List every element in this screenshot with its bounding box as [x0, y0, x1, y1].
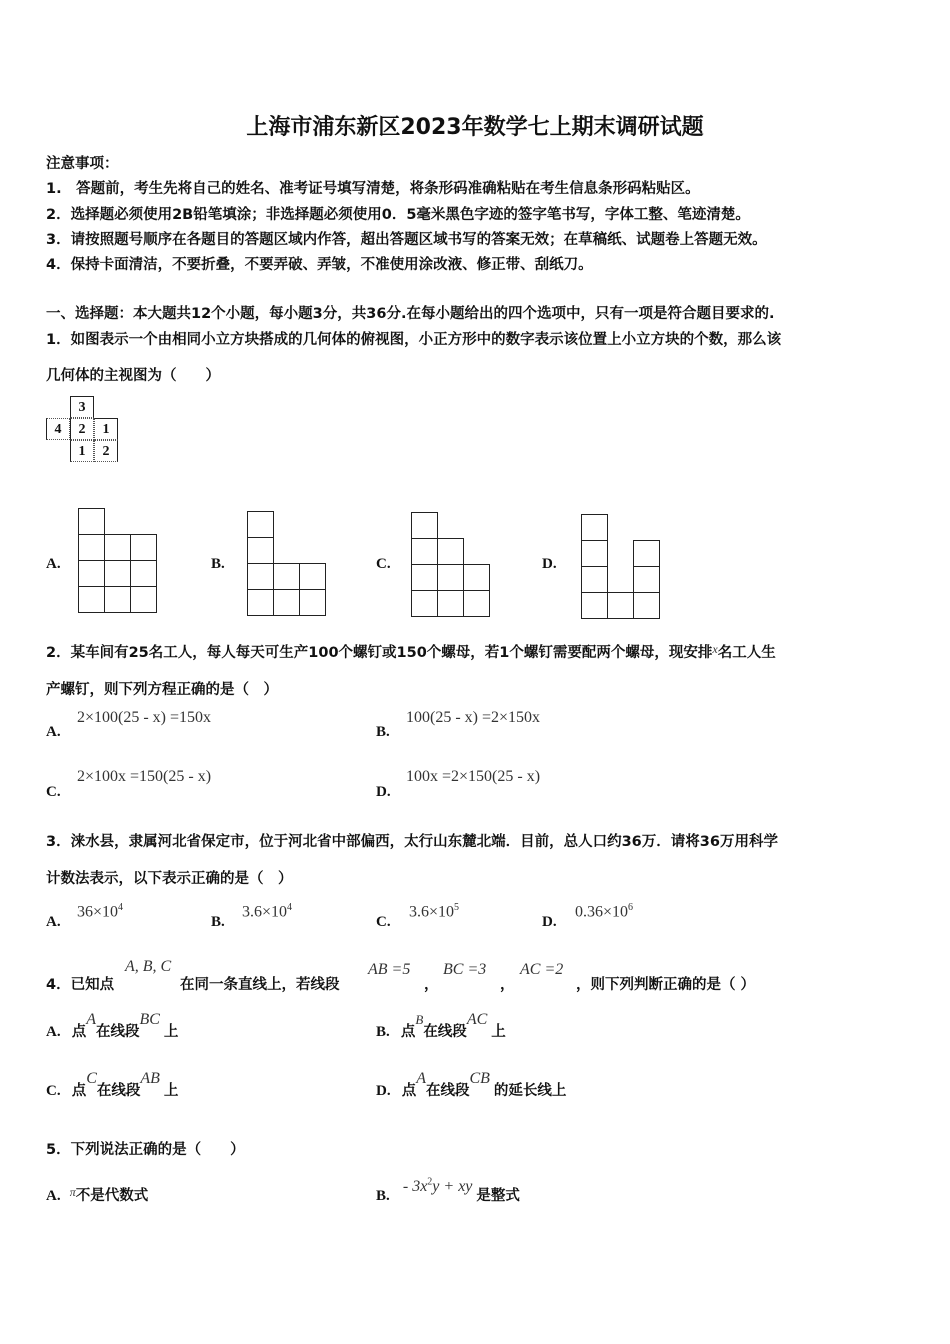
option-label: B. — [376, 1024, 390, 1040]
option-segment: AB — [140, 1070, 160, 1087]
top-view-cell: 2 — [70, 418, 94, 440]
q4-option-d[interactable] — [376, 1070, 567, 1100]
option-text: 在线段 — [423, 1024, 467, 1040]
q2-option-a-expr[interactable]: 2×100(25 - x) =150x — [77, 709, 212, 726]
expr-exponent: 4 — [118, 902, 124, 913]
q2-variable: x — [712, 642, 718, 656]
expr-exponent: 4 — [287, 902, 293, 913]
q2-option-c-expr[interactable]: 2×100x =150(25 - x) — [77, 768, 212, 785]
q3-text-line2: 计数法表示，以下表示正确的是（ ） — [46, 871, 293, 887]
q4-sep2: ， — [500, 977, 515, 993]
q2-option-b-label[interactable]: B. — [376, 724, 390, 740]
q3-option-c-label[interactable]: C. — [376, 914, 391, 930]
option-text: 上 — [163, 1083, 179, 1099]
option-label: A. — [46, 1188, 61, 1204]
option-point: A — [416, 1070, 426, 1087]
q3-option-c-expr[interactable] — [409, 902, 459, 921]
option-text: 在线段 — [96, 1083, 141, 1099]
q3-option-b-label[interactable]: B. — [211, 914, 225, 930]
q4-option-a[interactable] — [46, 1011, 179, 1041]
q3-option-b-expr[interactable] — [242, 902, 292, 921]
q1-text-line2: 几何体的主视图为（ ） — [46, 368, 220, 384]
q4-ab: AB =5 — [368, 961, 411, 978]
option-point: A — [86, 1011, 96, 1028]
option-text: 点 — [401, 1083, 417, 1099]
q1-option-a-label[interactable]: A. — [46, 556, 61, 572]
option-segment: BC — [139, 1011, 160, 1028]
option-text: 点 — [71, 1024, 87, 1040]
option-point: B — [415, 1012, 424, 1027]
note-item-2: 2．选择题必须使用2B铅笔填涂；非选择题必须使用0．5毫米黑色字迹的签字笔书写，字体工整、笔迹清楚。 — [46, 207, 750, 223]
option-label: A. — [46, 1024, 61, 1040]
q1-text-line1: 1．如图表示一个由相同小立方块搭成的几何体的俯视图，小正方形中的数字表示该位置上小立方块的个数，那么该 — [46, 332, 782, 348]
option-expr — [403, 1178, 473, 1195]
q2-option-b-expr[interactable]: 100(25 - x) =2×150x — [406, 709, 541, 726]
expr-exponent: 5 — [454, 902, 460, 913]
top-view-cell: 2 — [94, 440, 118, 462]
q4-option-c[interactable] — [46, 1070, 179, 1100]
q2-option-a-label[interactable]: A. — [46, 724, 61, 740]
option-text: 是整式 — [476, 1188, 520, 1204]
q3-option-d-label[interactable]: D. — [542, 914, 557, 930]
note-item-4: 4．保持卡面清洁，不要折叠，不要弄破、弄皱，不准使用涂改液、修正带、刮纸刀。 — [46, 257, 593, 273]
section-heading: 一、选择题：本大题共12个小题，每小题3分，共36分.在每小题给出的四个选项中，只有一项是符合题目要求的. — [46, 306, 775, 322]
top-view-cell: 4 — [46, 418, 70, 440]
q3-option-d-expr[interactable] — [575, 902, 633, 921]
q1-option-b-label[interactable]: B. — [211, 556, 225, 572]
q2-text-part: 名工人生 — [717, 645, 776, 661]
q3-text-line1: 3．涞水县，隶属河北省保定市，位于河北省中部偏西，太行山东麓北端．目前，总人口约36万．请将36万用科学 — [46, 834, 778, 850]
option-segment: CB — [469, 1070, 490, 1087]
notes-heading: 注意事项： — [46, 156, 119, 172]
q5-option-a[interactable] — [46, 1184, 148, 1205]
option-segment: AC — [466, 1011, 488, 1028]
q4-ac: AC =2 — [520, 961, 564, 978]
q2-option-d-expr[interactable]: 100x =2×150(25 - x) — [406, 768, 541, 785]
q4-bc: BC =3 — [443, 961, 487, 978]
option-text: 的延长线上 — [493, 1083, 567, 1099]
option-text: 不是代数式 — [75, 1188, 149, 1204]
q2-text-line2: 产螺钉，则下列方程正确的是（ ） — [46, 682, 278, 698]
q5-text: 5．下列说法正确的是（ ） — [46, 1142, 245, 1158]
note-item-3: 3．请按照题号顺序在各题目的答题区域内作答，超出答题区域书写的答案无效；在草稿纸、试题卷上答题无效。 — [46, 232, 767, 248]
note-item-1: 1. 答题前，考生先将自己的姓名、准考证号填写清楚，将条形码准确粘贴在考生信息条形码粘贴区。 — [46, 181, 700, 197]
q2-option-c-label[interactable]: C. — [46, 784, 61, 800]
option-text: 点 — [400, 1024, 416, 1040]
option-text: 上 — [491, 1024, 506, 1040]
top-view-cell: 1 — [70, 440, 94, 462]
q4-text-part1: 4．已知点 — [46, 977, 115, 993]
expr-base: 3.6×10 — [409, 903, 455, 921]
option-text: 在线段 — [425, 1083, 470, 1099]
q4-option-b[interactable] — [376, 1011, 506, 1041]
option-label: C. — [46, 1083, 61, 1099]
q4-text-part2: 在同一条直线上，若线段 — [180, 977, 340, 993]
expr-base: 3.6×10 — [242, 903, 288, 921]
q3-option-a-label[interactable]: A. — [46, 914, 61, 930]
q2-option-d-label[interactable]: D. — [376, 784, 391, 800]
q4-points: A, B, C — [125, 958, 172, 975]
top-view-cell: 3 — [70, 396, 94, 418]
expr-exponent: 6 — [628, 902, 634, 913]
option-point: C — [86, 1070, 97, 1087]
option-label: B. — [376, 1188, 390, 1204]
q2-text-line1 — [46, 641, 776, 662]
option-expr: π — [69, 1185, 76, 1199]
expr-part: y + xy — [432, 1178, 473, 1195]
expr-part: - 3x — [402, 1178, 428, 1195]
option-text: 上 — [163, 1024, 179, 1040]
q4-sep1: ， — [424, 977, 439, 993]
top-view-cell: 1 — [94, 418, 118, 440]
option-text: 点 — [71, 1083, 87, 1099]
q3-option-a-expr[interactable] — [77, 902, 123, 921]
expr-exponent: 2 — [427, 1176, 433, 1188]
expr-base: 0.36×10 — [575, 903, 629, 921]
document-title: 上海市浦东新区2023年数学七上期末调研试题 — [246, 115, 704, 140]
option-text: 在线段 — [95, 1024, 140, 1040]
q1-option-d-label[interactable]: D. — [542, 556, 557, 572]
q5-option-b[interactable] — [376, 1176, 520, 1205]
q2-text-part: 2．某车间有25名工人，每人每天可生产100个螺钉或150个螺母，若1个螺钉需要配两个螺母，现安排 — [46, 645, 713, 661]
expr-base: 36×10 — [77, 903, 119, 921]
option-label: D. — [376, 1083, 391, 1099]
q1-option-c-label[interactable]: C. — [376, 556, 391, 572]
q4-text-part3: ，则下列判断正确的是（ ） — [576, 977, 756, 993]
